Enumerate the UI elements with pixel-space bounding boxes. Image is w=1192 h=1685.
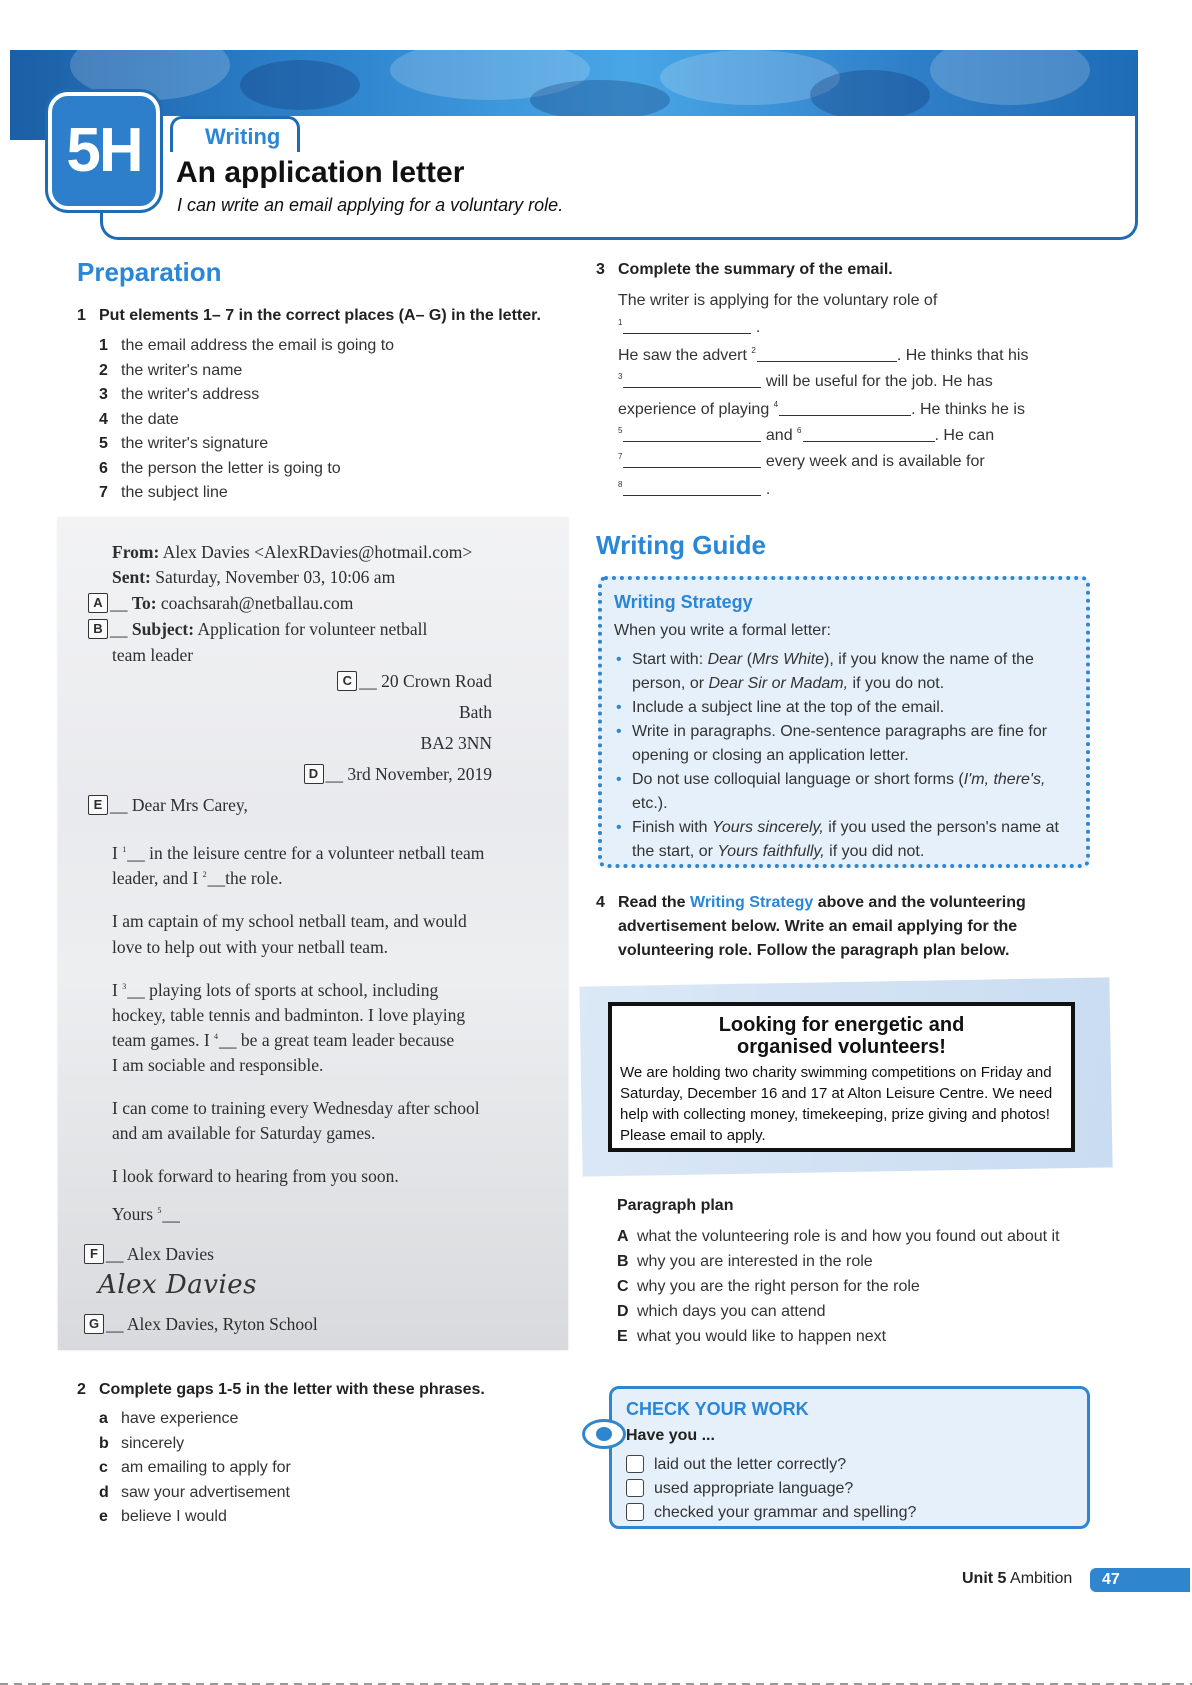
list-item: E what you would like to happen next xyxy=(617,1328,887,1345)
checklist-item-3: checked your grammar and spelling? xyxy=(626,1503,916,1522)
checklist-item-1: laid out the letter correctly? xyxy=(626,1455,846,1474)
summary-line-2: $^1$ . xyxy=(618,318,761,336)
closing-line: Yours $^5$__ xyxy=(112,1204,180,1224)
paragraph-4: I can come to training every Wednesday after school xyxy=(112,1098,480,1118)
page-number: 47 xyxy=(1090,1568,1190,1592)
greeting-line: E __ Dear Mrs Carey, xyxy=(88,795,248,816)
summary-line-6: $^5$ and $^6$ . He can xyxy=(618,426,995,444)
preparation-heading: Preparation xyxy=(77,257,222,287)
address-line-2: Bath xyxy=(458,702,492,722)
strategy-list xyxy=(614,648,1084,864)
check-title: CHECK YOUR WORK xyxy=(626,1399,809,1419)
list-item: 1 the email address the email is going to xyxy=(99,337,395,354)
list-item: • Include a subject line at the top of the email. xyxy=(614,696,1084,720)
advert-body: We are holding two charity swimming competitions on Friday and Saturday, December 16 and 17 at Alton Leisure Centre. We need help with collecting money, timekeeping, prize giving and photos! Please email to apply. xyxy=(620,1064,1053,1144)
writing-strategy-box xyxy=(598,576,1090,868)
page-title: An application letter xyxy=(176,156,465,189)
task-3-heading: 3 Complete the summary of the email. xyxy=(596,261,893,278)
list-item: e believe I would xyxy=(99,1508,227,1525)
task-2-heading: 2 Complete gaps 1-5 in the letter with these phrases. xyxy=(77,1381,485,1398)
name-school-line: G __ Alex Davies, Ryton School xyxy=(84,1314,318,1335)
list-item: d saw your advertisement xyxy=(99,1483,290,1501)
eye-icon xyxy=(582,1419,626,1449)
lesson-goal: I can write an email applying for a voluntary role. xyxy=(177,195,564,215)
checkbox[interactable] xyxy=(626,1479,644,1497)
summary-line-1: The writer is applying for the voluntary role of xyxy=(618,292,938,309)
strategy-title: Writing Strategy xyxy=(614,592,753,612)
list-item: • Write in paragraphs. One-sentence paragraphs are fine for opening or closing an application letter. xyxy=(614,720,1084,768)
checkbox[interactable] xyxy=(626,1455,644,1473)
check-have-you: Have you ... xyxy=(626,1427,715,1444)
list-item: b sincerely xyxy=(99,1434,185,1452)
name-line: F __ Alex Davies xyxy=(84,1244,214,1265)
signature: Alex Davies xyxy=(98,1270,257,1300)
from-line: From: Alex Davies <AlexRDavies@hotmail.com> xyxy=(112,542,473,562)
summary-line-5: experience of playing $^4$ . He thinks he is xyxy=(618,400,1025,418)
list-item: D which days you can attend xyxy=(617,1303,826,1320)
list-item: 4 the date xyxy=(99,410,179,428)
list-item: B why you are interested in the role xyxy=(617,1253,873,1270)
checklist-item-2: used appropriate language? xyxy=(626,1479,853,1498)
advert-title-1: Looking for energetic and xyxy=(718,1014,965,1036)
list-item: a have experience xyxy=(99,1410,239,1427)
volunteer-advert xyxy=(608,1002,1075,1152)
summary-line-4: $^3$ will be useful for the job. He has xyxy=(618,372,993,390)
list-item: 6 the person the letter is going to xyxy=(99,459,341,477)
unit-badge: 5H xyxy=(48,92,160,210)
subject-line: B __ Subject: Application for volunteer netball xyxy=(88,619,427,640)
writing-guide-heading: Writing Guide xyxy=(596,530,766,560)
task-2-list xyxy=(99,1410,291,1533)
strategy-intro: When you write a formal letter: xyxy=(614,622,831,639)
task-1-heading: 1 Put elements 1– 7 in the correct places (A– G) in the letter. xyxy=(77,307,541,324)
list-item: C why you are the right person for the role xyxy=(617,1278,920,1295)
paragraph-5: I look forward to hearing from you soon. xyxy=(112,1166,399,1186)
advert-title-2: organised volunteers! xyxy=(737,1036,946,1058)
list-item: A what the volunteering role is and how you found out about it xyxy=(617,1228,1060,1245)
lesson-kind: Writing xyxy=(205,124,281,149)
summary-line-8: $^8$ . xyxy=(618,480,771,498)
subject-line-2: team leader xyxy=(112,645,194,665)
list-item: • Finish with Yours sincerely, if you used the person's name at the start, or Yours faithfully, if you did not. xyxy=(614,816,1084,864)
address-line-3: BA2 3NN xyxy=(420,733,492,753)
list-item: c am emailing to apply for xyxy=(99,1459,291,1476)
sample-letter: From: Alex Davies <AlexRDavies@hotmail.com> Sent: Saturday, November 03, 10:06 am A __ To: coachsarah@netballau.com B __ Subject: Application for volunteer netball team leader C __ 20 Crown Road Bath BA2 3NN D __ 3rd November, 2019 E __ Dear Mrs Carey, I $^1$__ in the leisure centre for a volunteer netball team leader, and I $^2$__the role. I am captain of my school netball team, and would love to help out with your netball team. I $^3$__ playing lots of sports at school, including hockey, table tennis and badminton. I love playing team games. I $^4$__ be a great team leader because I am sociable and responsible. I can come to training every Wednesday after school and am available for Saturday games. I look forward to hearing from you soon. Yours $^5$__ F __ Alex Davies Alex Davies G __ Alex Davies, Ryton School xyxy=(58,518,568,1350)
paragraph-plan-title: Paragraph plan xyxy=(617,1197,734,1214)
list-item: 2 the writer's name xyxy=(99,361,243,379)
address-line-1: C __ 20 Crown Road xyxy=(337,671,492,692)
paragraph-3: I $^3$__ playing lots of sports at school, including xyxy=(112,980,439,1000)
summary-line-7: $^7$ every week and is available for xyxy=(618,452,985,470)
list-item: 5 the writer's signature xyxy=(99,435,269,452)
paragraph-1: I $^1$__ in the leisure centre for a volunteer netball team xyxy=(112,843,485,863)
checkbox[interactable] xyxy=(626,1503,644,1521)
date-line: D __ 3rd November, 2019 xyxy=(304,764,493,785)
task-4-heading: 4 Read the Writing Strategy above and the volunteering advertisement below. Write an email applying for the volunteering role. Follow the paragraph plan below. xyxy=(596,894,1026,959)
list-item: 7 the subject line xyxy=(99,484,228,501)
to-line: A __ To: coachsarah@netballau.com xyxy=(88,593,353,614)
list-item: • Do not use colloquial language or short forms (I'm, there's, etc.). xyxy=(614,768,1084,816)
check-your-work-box xyxy=(609,1386,1090,1529)
task-1-list xyxy=(99,337,394,509)
list-item: • Start with: Dear (Mrs White), if you know the name of the person, or Dear Sir or Madam, if you do not. xyxy=(614,648,1084,696)
sent-line: Sent: Saturday, November 03, 10:06 am xyxy=(112,567,396,587)
page-footer: Unit 5 Ambition xyxy=(962,1570,1073,1587)
paragraph-2: I am captain of my school netball team, and would xyxy=(112,911,467,931)
paragraph-plan-list xyxy=(617,1224,1087,1349)
list-item: 3 the writer's address xyxy=(99,386,260,403)
summary-line-3: He saw the advert $^2$ . He thinks that his xyxy=(618,346,1029,364)
